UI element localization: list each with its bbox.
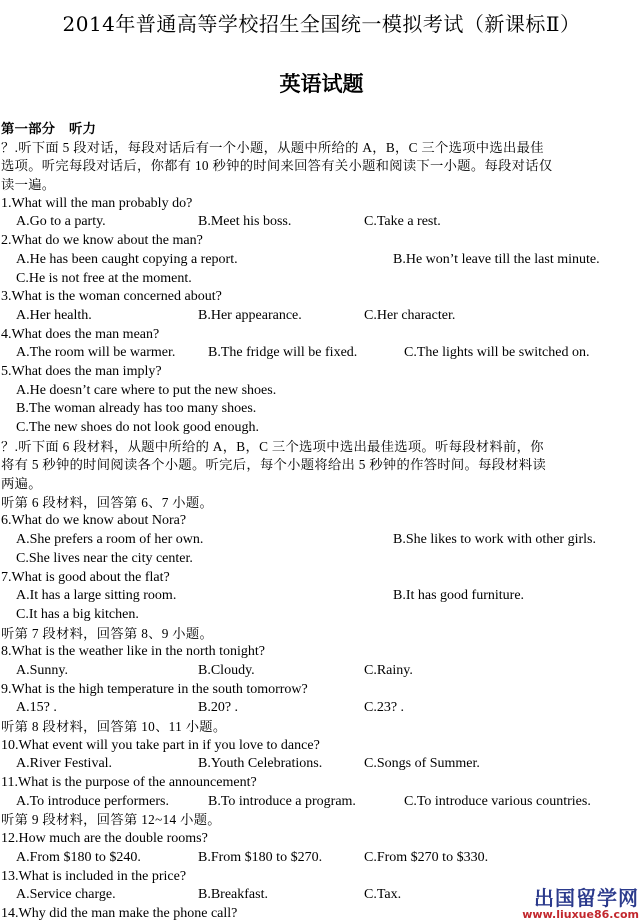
- option-b: B.To introduce a program.: [208, 793, 356, 809]
- option-a: A.Service charge.: [16, 887, 116, 903]
- option-c: C.She lives near the city center.: [16, 550, 193, 566]
- question-13: 13.What is included in the price?: [1, 868, 187, 884]
- option-b: B.Breakfast.: [198, 887, 268, 903]
- instructions-line: 选项。听完每段对话后，你都有 10 秒钟的时间来回答有关小题和阅读下一小题。每段对话仅: [1, 158, 553, 174]
- option-a: A.He doesn’t care where to put the new shoes.: [16, 382, 277, 398]
- option-c: C.Rainy.: [364, 662, 413, 678]
- option-b: B.Her appearance.: [198, 307, 302, 323]
- option-a: A.She prefers a room of her own.: [16, 532, 204, 548]
- options-11: [0, 793, 643, 812]
- options-6: [0, 531, 643, 550]
- instructions-line: 两遍。: [1, 476, 42, 492]
- options-9: [0, 699, 643, 718]
- option-c: C.The new shoes do not look good enough.: [16, 420, 260, 435]
- question-12: 12.How much are the double rooms?: [1, 831, 208, 847]
- material-heading: 听第 6 段材料，回答第 6、7 小题。: [1, 494, 214, 510]
- question-6: 6.What do we know about Nora?: [1, 513, 187, 529]
- option-c: C.The lights will be switched on.: [404, 345, 590, 361]
- option-a: A.Go to a party.: [16, 214, 106, 230]
- option-b: B.Youth Celebrations.: [198, 756, 323, 772]
- option-b: B.From $180 to $270.: [198, 849, 323, 865]
- instructions-line: ？.听下面 5 段对话，每段对话后有一个小题，从题中所给的 A，B，C 三个选项中选出最佳: [1, 139, 544, 155]
- question-5: 5.What does the man imply?: [1, 363, 162, 379]
- option-a: A.Sunny.: [16, 662, 68, 678]
- option-c: C.From $270 to $330.: [364, 849, 489, 865]
- option-c: C.Take a rest.: [364, 214, 441, 230]
- question-10: 10.What event will you take part in if you love to dance?: [1, 737, 320, 753]
- instructions-line: 读一遍。: [1, 177, 56, 193]
- option-a: A.River Festival.: [16, 756, 113, 772]
- exam-title: 2014年普通高等学校招生全国统一模拟考试（新课标Ⅱ）: [62, 12, 581, 36]
- instructions-line: 将有 5 秒钟的时间阅读各个小题。听完后，每个小题将给出 5 秒钟的作答时间。每段材料读: [1, 457, 547, 473]
- option-b: B.Meet his boss.: [198, 214, 292, 230]
- question-7: 7.What is good about the flat?: [1, 569, 170, 585]
- option-a: A.He has been caught copying a report.: [16, 251, 238, 267]
- options-10: [0, 755, 643, 774]
- option-c: C.23? .: [364, 700, 405, 716]
- option-a: A.From $180 to $240.: [16, 849, 141, 865]
- watermark-text: 出国留学网: [534, 886, 639, 910]
- material-heading: 听第 9 段材料，回答第 12~14 小题。: [1, 812, 221, 828]
- option-c: C.Songs of Summer.: [364, 756, 480, 772]
- option-a: A.To introduce performers.: [16, 793, 169, 809]
- instructions-line: ？.听下面 6 段材料，从题中所给的 A，B，C 三个选项中选出最佳选项。听每段材料前，你: [1, 438, 544, 454]
- question-3: 3.What is the woman concerned about?: [1, 289, 222, 305]
- material-heading: 听第 8 段材料，回答第 10、11 小题。: [1, 719, 227, 734]
- option-c: C.Tax.: [364, 887, 402, 903]
- options-4: [0, 344, 643, 363]
- option-a: A.The room will be warmer.: [16, 345, 176, 361]
- option-b: B.The fridge will be fixed.: [208, 345, 358, 361]
- question-2: 2.What do we know about the man?: [1, 233, 203, 249]
- option-b: B.20? .: [198, 700, 239, 716]
- option-a: A.It has a large sitting room.: [16, 588, 177, 604]
- option-b: B.She likes to work with other girls.: [393, 532, 596, 548]
- options-1: [0, 213, 643, 232]
- question-8: 8.What is the weather like in the north tonight?: [1, 644, 265, 660]
- site-watermark-logo: [489, 887, 639, 921]
- section-heading: 第一部分 听力: [1, 121, 97, 136]
- options-8: [0, 662, 643, 681]
- option-b: B.He won’t leave till the last minute.: [393, 251, 600, 267]
- option-b: B.It has good furniture.: [393, 588, 525, 604]
- question-9: 9.What is the high temperature in the south tomorrow?: [1, 681, 308, 697]
- option-a: A.Her health.: [16, 307, 92, 323]
- question-1: 1.What will the man probably do?: [1, 195, 193, 211]
- question-4: 4.What does the man mean?: [1, 326, 160, 342]
- option-c: C.It has a big kitchen.: [16, 606, 139, 622]
- option-c: C.To introduce various countries.: [404, 793, 591, 809]
- option-c: C.Her character.: [364, 307, 456, 323]
- question-14: 14.Why did the man make the phone call?: [1, 905, 238, 921]
- options-3: [0, 307, 643, 326]
- option-b: B.The woman already has too many shoes.: [16, 401, 257, 417]
- material-heading: 听第 7 段材料，回答第 8、9 小题。: [1, 625, 214, 641]
- option-a: A.15? .: [16, 700, 57, 716]
- exam-subtitle: 英语试题: [279, 71, 364, 96]
- options-12: [0, 849, 643, 868]
- option-c: C.He is not free at the moment.: [16, 270, 192, 286]
- options-7: [0, 587, 643, 606]
- document-body: [0, 120, 643, 924]
- question-11: 11.What is the purpose of the announcement?: [1, 775, 257, 791]
- option-b: B.Cloudy.: [198, 662, 255, 678]
- options-2: [0, 251, 643, 270]
- watermark-url: www.liuxue86.com: [522, 908, 639, 921]
